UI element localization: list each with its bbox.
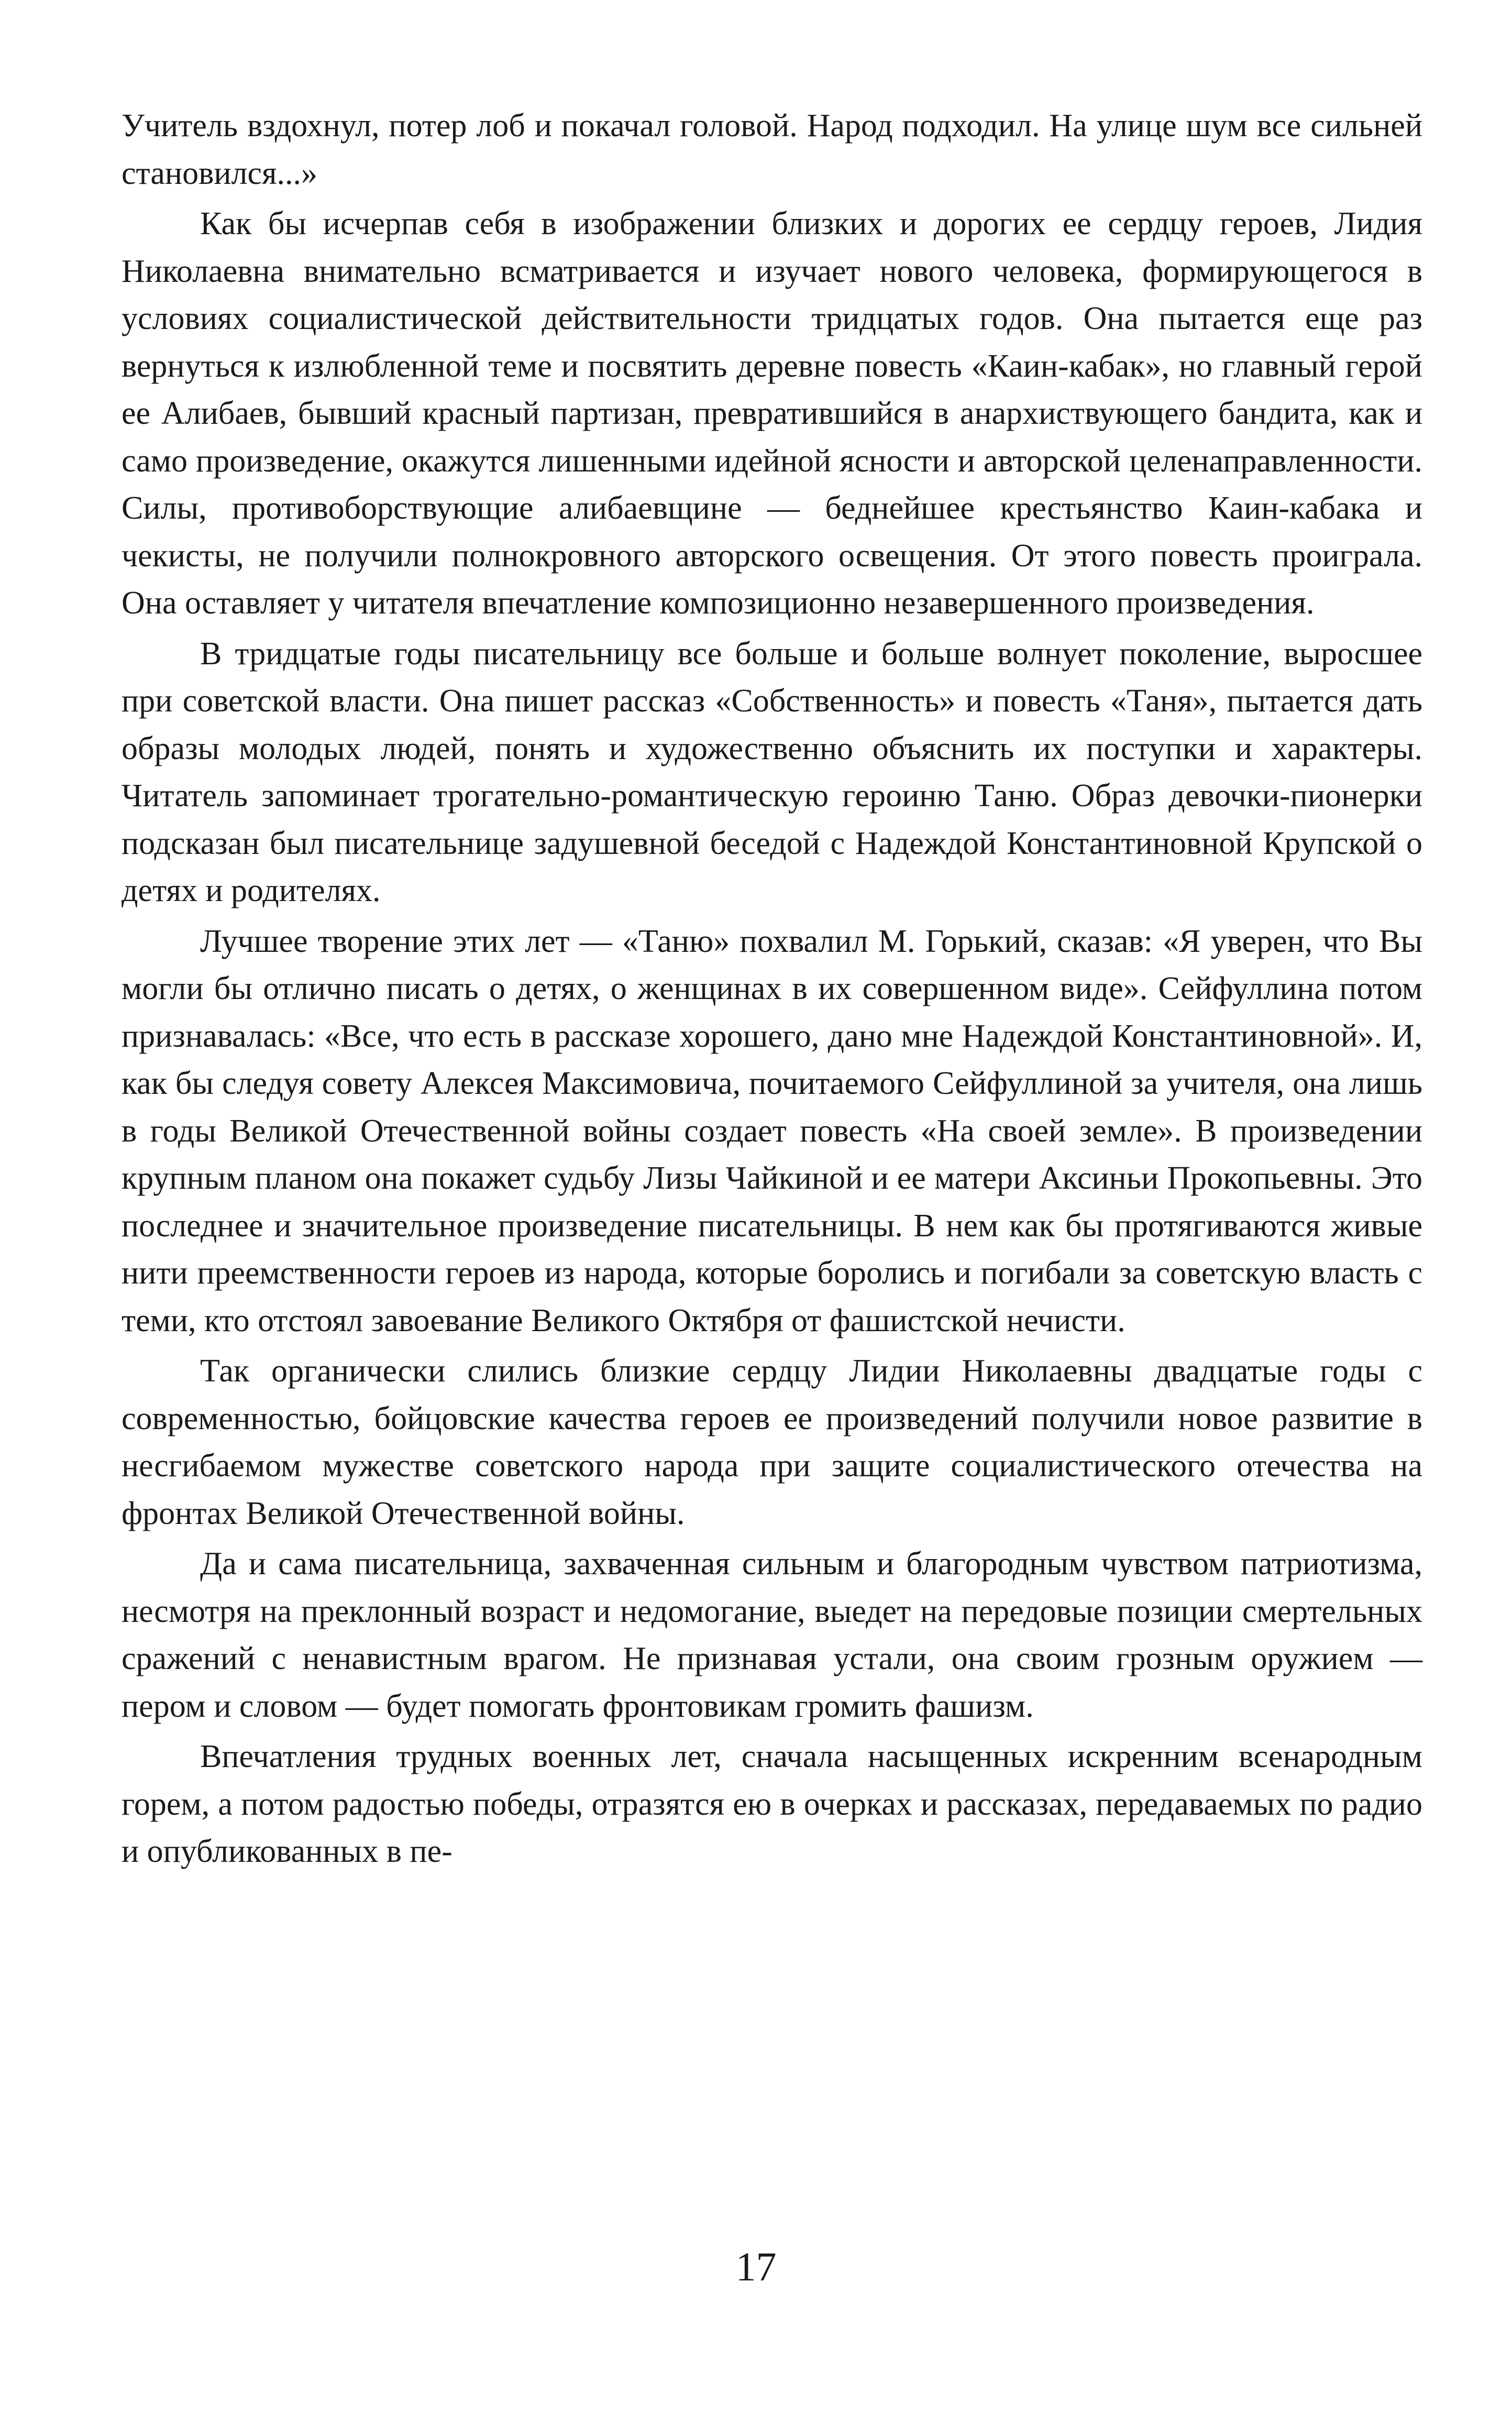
paragraph-4: Лучшее творение этих лет — «Таню» похвалил М. Горький, сказав: «Я уверен, что Вы могли бы отлично писать о детях, о женщинах в их совершенном виде». Сейфуллина потом признавалась: «Все, что есть в рассказе хорошего, дано мне Надеждой Константиновной». И, как бы следуя совету Алексея Максимовича, почитаемого Сейфуллиной за учителя, она лишь в годы Великой Отечественной войны создает повесть «На своей земле». В произведении крупным планом она покажет судьбу Лизы Чайкиной и ее матери Аксиньи Прокопьевны. Это последнее и значительное произведение писательницы. В нем как бы протягиваются живые нити преемственности героев из народа, которые боролись и погибали за советскую власть с теми, кто отстоял завоевание Великого Октября от фашистской нечисти.	[122, 923, 1422, 1338]
paragraph-5: Так органически слились близкие сердцу Лидии Николаевны двадцатые годы с современностью, бойцовские качества героев ее произведений получили новое развитие в несгибаемом мужестве советского народа при защите социалистического отечества на фронтах Великой Отечественной войны.	[122, 1353, 1422, 1531]
paragraph-3: В тридцатые годы писательницу все больше и больше волнует поколение, выросшее при советской власти. Она пишет рассказ «Собственность» и повесть «Таня», пытается дать образы молодых людей, понять и художественно объяснить их поступки и характеры. Читатель запоминает трогательно-романтическую героиню Таню. Образ девочки-пионерки подсказан был писательнице задушевной беседой с Надеждой Константиновной Крупской о детях и родителях.	[122, 635, 1422, 908]
paragraph-6: Да и сама писательница, захваченная сильным и благородным чувством патриотизма, несмотря на преклонный возраст и недомогание, выедет на передовые позиции смертельных сражений с ненавистным врагом. Не признавая устали, она своим грозным оружием — пером и словом — будет помогать фронтовикам громить фашизм.	[122, 1546, 1422, 1724]
paragraph-7: Впечатления трудных военных лет, сначала насыщенных искренним всенародным горем, а потом радостью победы, отразятся ею в очерках и рассказах, передаваемых по радио и опубликованных в пе-	[122, 1739, 1422, 1869]
paragraph-2: Как бы исчерпав себя в изображении близких и дорогих ее сердцу героев, Лидия Николаевна внимательно всматривается и изучает нового человека, формирующегося в условиях социалистической действительности тридцатых годов. Она пытается еще раз вернуться к излюбленной теме и посвятить деревне повесть «Каин-кабак», но главный герой ее Алибаев, бывший красный партизан, превратившийся в анархиствующего бандита, как и само произведение, окажутся лишенными идейной ясности и авторской целенаправленности. Силы, противоборствующие алибаевщине — беднейшее крестьянство Каин-кабака и чекисты, не получили полнокровного авторского освещения. От этого повесть проиграла. Она оставляет у читателя впечатление композиционно незавершенного произведения.	[122, 206, 1422, 621]
paragraph-1: Учитель вздохнул, потер лоб и покачал головой. Народ подходил. На улице шум все сильней становился...»	[122, 108, 1422, 191]
page-number: 17	[735, 2244, 777, 2289]
body-text	[122, 102, 1422, 1879]
